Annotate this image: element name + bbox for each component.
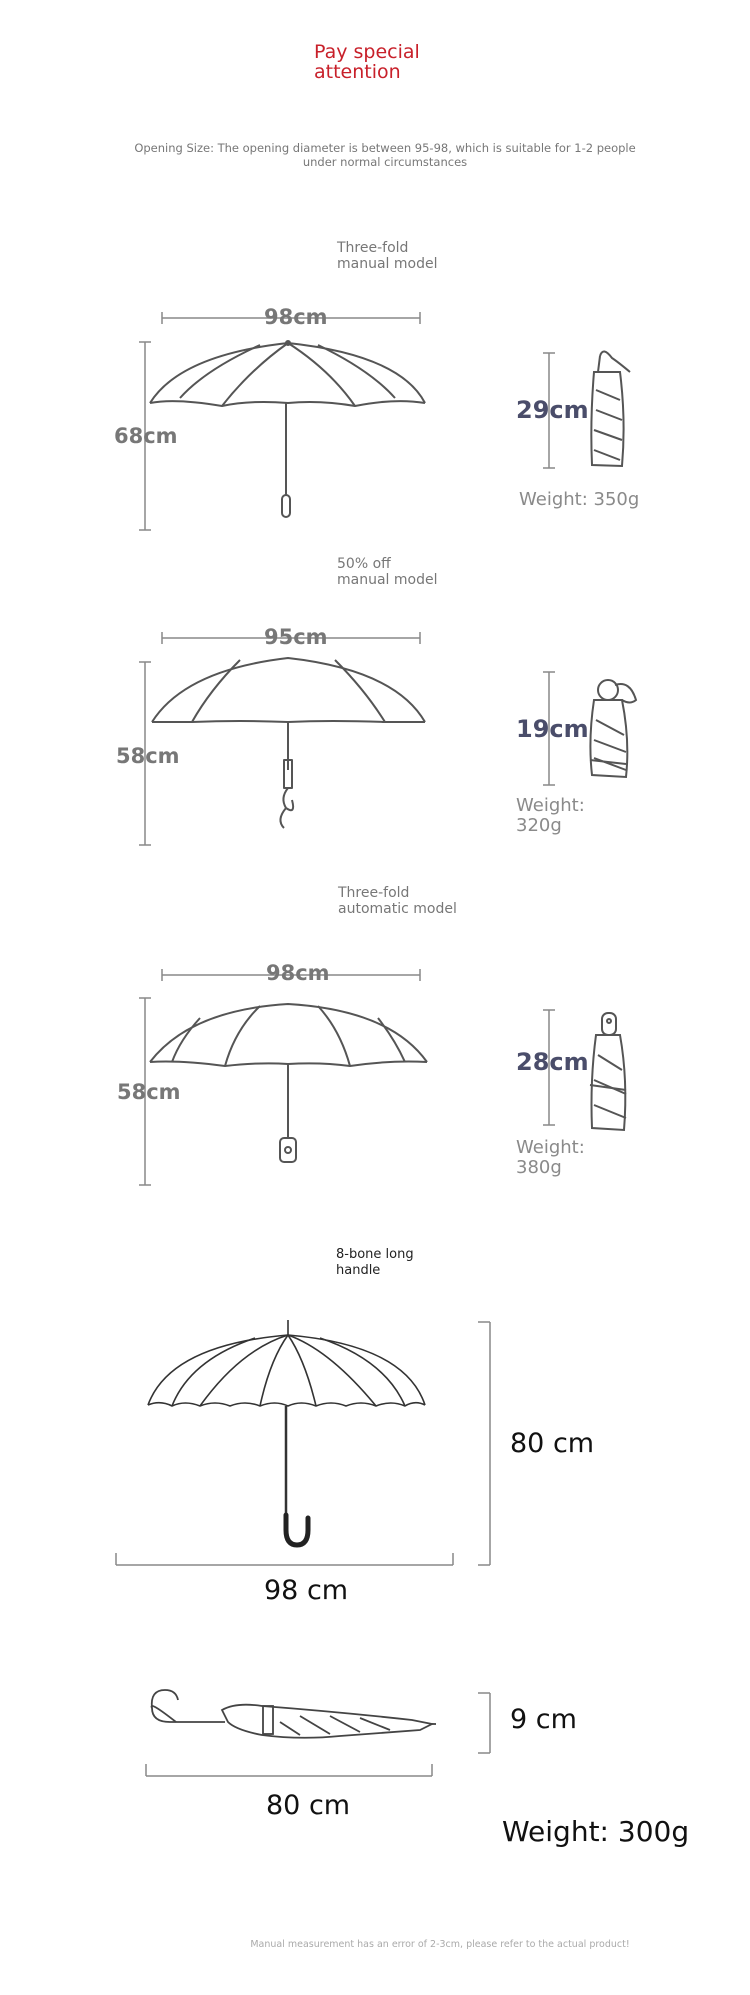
model-2-label-line-1: 50% off [337,556,391,572]
model-3-label-line-2: automatic model [338,901,457,917]
attention-line-2: attention [314,61,401,83]
model-1-label-line-1: Three-fold [337,240,409,256]
model-1-folded-length: 29cm [516,396,589,424]
model-3-weight-line-1: Weight: [516,1137,585,1158]
model-3-weight-line-2: 380g [516,1157,562,1178]
long-handle-open-height: 80 cm [510,1428,595,1459]
model-3-open-height: 58cm [117,1080,181,1104]
model-2-weight-line-1: Weight: [516,795,585,816]
model-2-label-line-2: manual model [337,572,438,588]
long-handle-folded-length: 80 cm [266,1790,351,1821]
opening-line-1: Opening Size: The opening diameter is between 95-98, which is suitable for 1-2 people [134,141,636,155]
model-1-label-line-2: manual model [337,256,438,272]
model-1-weight-line-1: Weight: 350g [519,489,640,510]
model-3-open-width: 98cm [266,961,330,985]
long-handle-label-line-1: 8-bone long [336,1247,414,1262]
measurement-footnote: Manual measurement has an error of 2-3cm, please refer to the actual product! [250,1939,630,1950]
model-2-weight-line-2: 320g [516,815,562,836]
model-2-open-height: 58cm [116,744,180,768]
model-3-folded-length: 28cm [516,1048,589,1076]
model-2-folded-length: 19cm [516,715,589,743]
attention-line-1: Pay special [314,41,420,63]
model-1-open-width: 98cm [264,305,328,329]
model-2-open-width: 95cm [264,625,328,649]
model-1-open-height: 68cm [114,424,178,448]
long-handle-open-width: 98 cm [264,1575,349,1606]
opening-line-2: under normal circumstances [302,155,468,169]
model-3-label-line-1: Three-fold [338,885,410,901]
long-handle-weight: Weight: 300g [502,1815,690,1848]
long-handle-label-line-2: handle [336,1263,381,1278]
long-handle-folded-diameter: 9 cm [510,1704,577,1735]
